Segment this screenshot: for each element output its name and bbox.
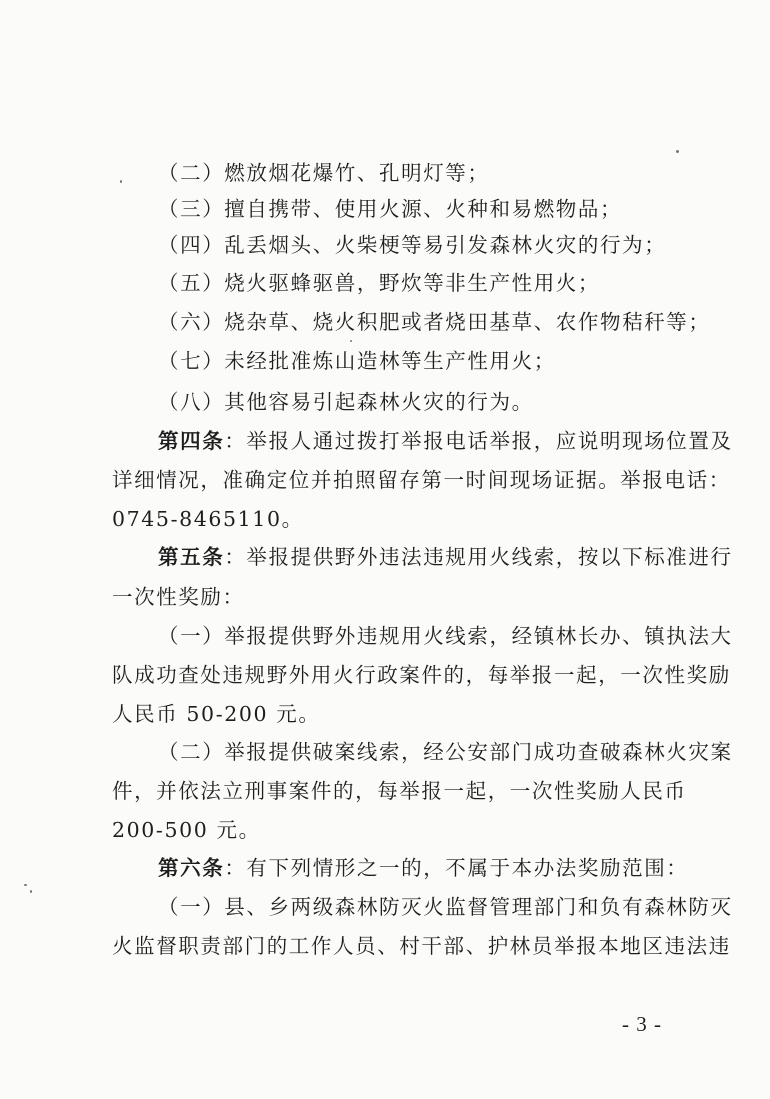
article-5-line-1: 第五条：举报提供野外违法违规用火线索，按以下标准进行: [158, 545, 733, 569]
scan-speck: [676, 150, 679, 153]
list-item: （七）未经批准炼山造林等生产性用火；: [158, 349, 556, 373]
scan-speck: [350, 340, 352, 342]
article-6-item-1-line-2: 火监督职责部门的工作人员、村干部、护林员举报本地区违法违: [112, 934, 731, 958]
article-5-item-2-line-1: （二）举报提供破案线索，经公安部门成功查破森林火灾案: [158, 740, 733, 764]
article-6-heading: 第六条: [158, 856, 225, 880]
list-item: （二）燃放烟花爆竹、孔明灯等；: [158, 161, 490, 185]
article-4-heading: 第四条: [158, 429, 225, 453]
article-5-item-2-line-2: 件，并依法立刑事案件的，每举报一起，一次性奖励人民币: [112, 779, 687, 803]
article-5-line-2: 一次性奖励：: [112, 585, 245, 609]
article-6-item-1-line-1: （一）县、乡两级森林防灭火监督管理部门和负有森林防灭: [158, 895, 733, 919]
list-item: （三）擅自携带、使用火源、火种和易燃物品；: [158, 197, 623, 221]
article-5-item-1-line-1: （一）举报提供野外违规用火线索，经镇林长办、镇执法大: [158, 624, 733, 648]
scan-speck: [30, 890, 32, 893]
article-5-item-2-line-3: 200-500 元。: [112, 818, 261, 842]
article-4-line-2: 详细情况，准确定位并拍照留存第一时间现场证据。举报电话：: [112, 468, 731, 492]
list-item: （八）其他容易引起森林火灾的行为。: [158, 390, 534, 414]
article-5-heading: 第五条: [158, 545, 225, 569]
list-item: （四）乱丢烟头、火柴梗等易引发森林火灾的行为；: [158, 233, 667, 257]
article-5-item-1-line-3: 人民币 50-200 元。: [112, 702, 321, 726]
page-number: - 3 -: [622, 1012, 662, 1036]
article-5-item-1-line-2: 队成功查处违规野外用火行政案件的，每举报一起，一次性奖励: [112, 663, 731, 687]
article-6-line-1: 第六条：有下列情形之一的，不属于本办法奖励范围：: [158, 856, 689, 880]
list-item: （六）烧杂草、烧火积肥或者烧田基草、农作物秸秆等；: [158, 310, 711, 334]
article-4-line-1: 第四条：举报人通过拨打举报电话举报，应说明现场位置及: [158, 429, 733, 453]
list-item: （五）烧火驱蜂驱兽，野炊等非生产性用火；: [158, 271, 600, 295]
article-4-phone: 0745-8465110。: [112, 507, 304, 531]
scan-speck: [24, 884, 27, 886]
scan-speck: [120, 180, 122, 183]
